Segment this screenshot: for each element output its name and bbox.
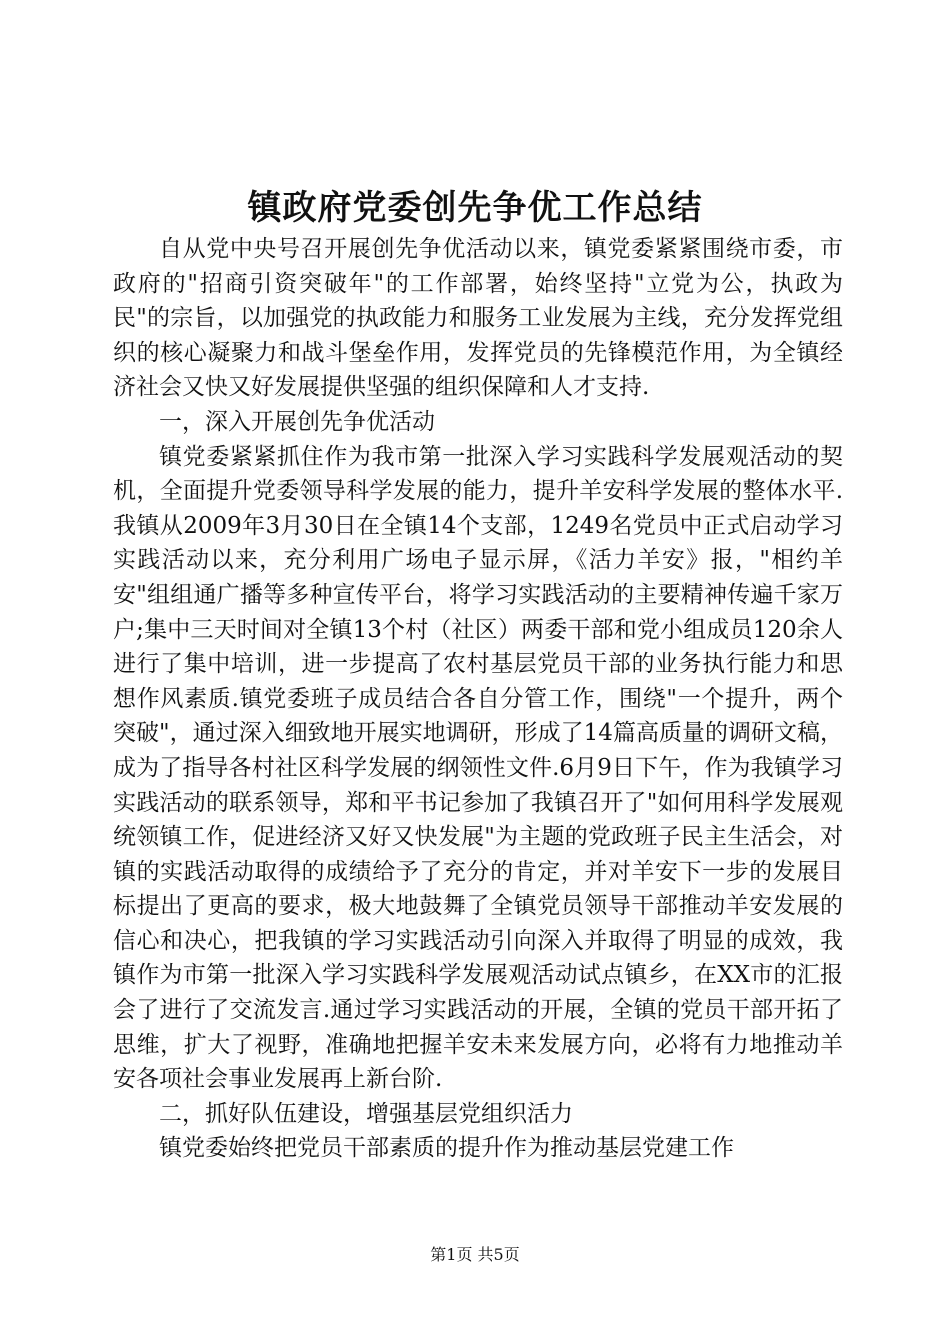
paragraph-section-1: 镇党委紧紧抓住作为我市第一批深入学习实践科学发展观活动的契机，全面提升党委领导科学发展的能力，提升羊安科学发展的整体水平.我镇从2009年3月30日在全镇14个支部，1249名党员中正式启动学习实践活动以来，充分利用广场电子显示屏，《活力羊安》报，"相约羊安"组组通广播等多种宣传平台，将学习实践活动的主要精神传遍千家万户;集中三天时间对全镇13个村（社区）两委干部和党小组成员120余人进行了集中培训，进一步提高了农村基层党员干部的业务执行能力和思想作风素质.镇党委班子成员结合各自分管工作，围绕"一个提升，两个突破"，通过深入细致地开展实地调研，形成了14篇高质量的调研文稿，成为了指导各村社区科学发展的纲领性文件.6月9日下午，作为我镇学习实践活动的联系领导，郑和平书记参加了我镇召开了"如何用科学发展观统领镇工作，促进经济又好又快发展"为主题的党政班子民主生活会，对镇的实践活动取得的成绩给予了充分的肯定，并对羊安下一步的发展目标提出了更高的要求，极大地鼓舞了全镇党员领导干部推动羊安发展的信心和决心，把我镇的学习实践活动引向深入并取得了明显的成效，我镇作为市第一批深入学习实践科学发展观活动试点镇乡，在XX市的汇报会了进行了交流发言.通过学习实践活动的开展，全镇的党员干部开拓了思维，扩大了视野，准确地把握羊安未来发展方向，必将有力地推动羊安各项社会事业发展再上新台阶. xyxy=(113,443,843,1093)
section-heading-2: 二，抓好队伍建设，增强基层党组织活力 xyxy=(159,1100,573,1127)
page-footer: 第1页 共5页 xyxy=(430,1245,520,1264)
section-heading-1: 一，深入开展创先争优活动 xyxy=(159,408,435,435)
paragraph-section-2: 镇党委始终把党员干部素质的提升作为推动基层党建工作 xyxy=(159,1135,734,1162)
document-title: 镇政府党委创先争优工作总结 xyxy=(247,188,703,228)
paragraph-intro: 自从党中央号召开展创先争优活动以来，镇党委紧紧围绕市委，市政府的"招商引资突破年"的工作部署，始终坚持"立党为公，执政为民"的宗旨，以加强党的执政能力和服务工业发展为主线，充分发挥党组织的核心凝聚力和战斗堡垒作用，发挥党员的先锋模范作用，为全镇经济社会又快又好发展提供坚强的组织保障和人才支持. xyxy=(113,236,843,401)
document-body xyxy=(113,232,843,1166)
